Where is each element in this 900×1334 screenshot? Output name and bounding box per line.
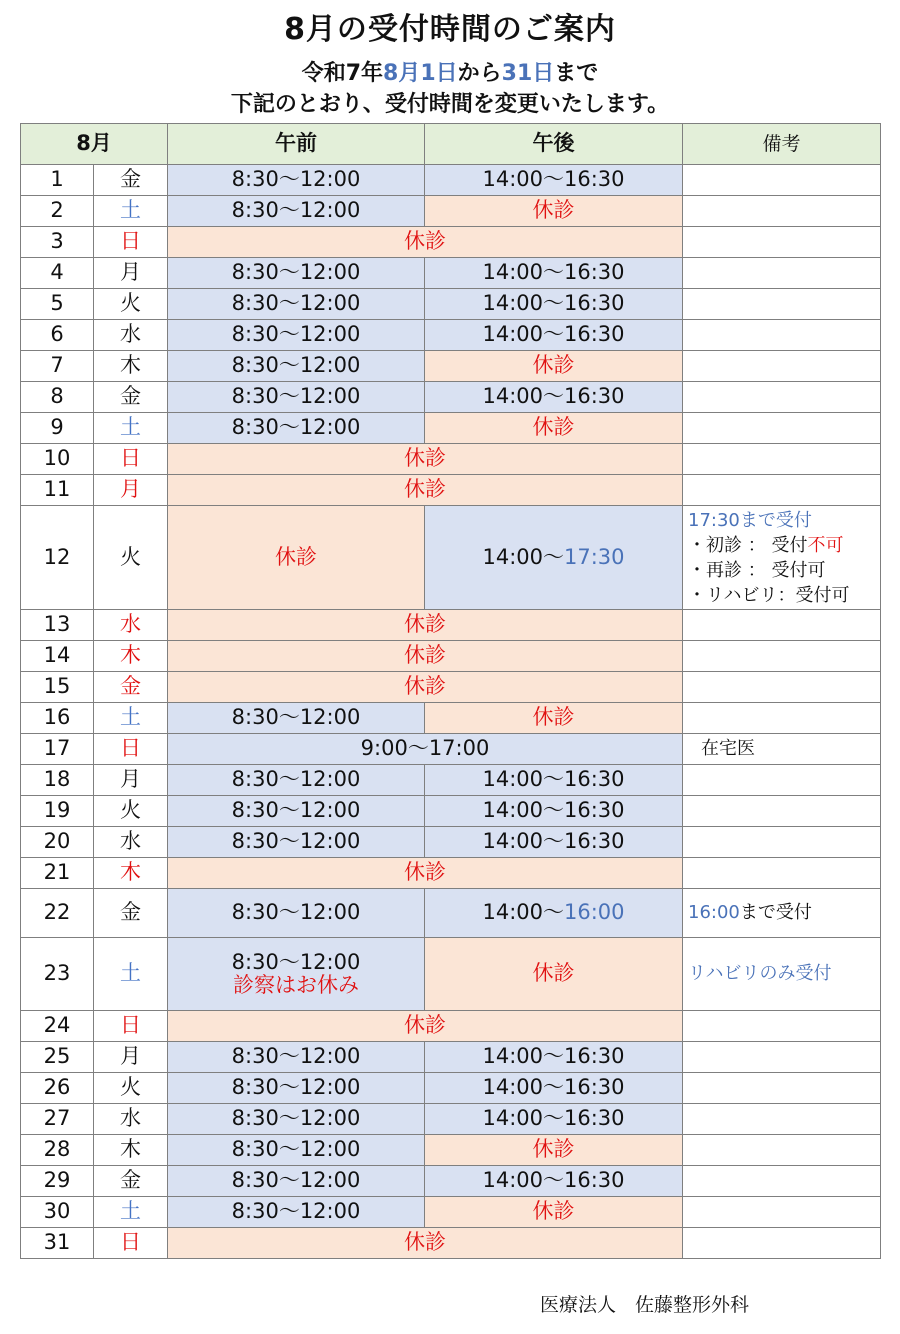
am-time: 8:30〜12:00 bbox=[231, 1168, 361, 1193]
day-number: 29 bbox=[21, 1166, 94, 1197]
table-row bbox=[21, 827, 881, 858]
am-hours bbox=[168, 351, 425, 382]
am-hours bbox=[168, 1135, 425, 1166]
closed-all-day: 休診 bbox=[168, 475, 683, 506]
table-row bbox=[21, 258, 881, 289]
table-row bbox=[21, 641, 881, 672]
note-cell bbox=[683, 610, 881, 641]
am-time: 8:30〜12:00 bbox=[231, 900, 361, 925]
am-hours bbox=[168, 703, 425, 734]
note-cell bbox=[683, 641, 881, 672]
am-subnote: 診察はお休み bbox=[233, 973, 359, 997]
day-of-week: 土 bbox=[94, 196, 168, 227]
pm-hours: 休診 bbox=[425, 703, 683, 734]
note-cell bbox=[683, 227, 881, 258]
am-hours bbox=[168, 1073, 425, 1104]
am-time: 8:30〜12:00 bbox=[231, 949, 361, 974]
pm-hours: 休診 bbox=[425, 196, 683, 227]
note-cell bbox=[683, 827, 881, 858]
am-time: 8:30〜12:00 bbox=[231, 260, 361, 285]
note-lines bbox=[688, 508, 880, 608]
day-of-week: 日 bbox=[94, 227, 168, 258]
am-time: 8:30〜12:00 bbox=[231, 415, 361, 440]
day-of-week: 火 bbox=[94, 289, 168, 320]
table-row bbox=[21, 1104, 881, 1135]
am-time: 8:30〜12:00 bbox=[231, 1199, 361, 1224]
day-number: 22 bbox=[21, 889, 94, 938]
day-number: 7 bbox=[21, 351, 94, 382]
table-row bbox=[21, 703, 881, 734]
note-line-rehab: ・リハビリ：受付可 bbox=[688, 584, 850, 606]
day-of-week: 火 bbox=[94, 506, 168, 610]
table-row bbox=[21, 444, 881, 475]
table-row bbox=[21, 413, 881, 444]
day-of-week: 木 bbox=[94, 351, 168, 382]
table-row bbox=[21, 1135, 881, 1166]
note-cell bbox=[683, 889, 881, 938]
day-number: 5 bbox=[21, 289, 94, 320]
am-hours bbox=[168, 827, 425, 858]
pm-hours bbox=[425, 506, 683, 610]
pm-time-start: 14:00〜 bbox=[482, 900, 564, 925]
day-of-week: 日 bbox=[94, 734, 168, 765]
table-row bbox=[21, 1197, 881, 1228]
day-number: 9 bbox=[21, 413, 94, 444]
day-of-week: 月 bbox=[94, 765, 168, 796]
day-number: 13 bbox=[21, 610, 94, 641]
note-time: 16:00 bbox=[688, 902, 740, 924]
day-of-week: 土 bbox=[94, 938, 168, 1011]
day-of-week: 土 bbox=[94, 413, 168, 444]
pm-hours bbox=[425, 889, 683, 938]
schedule-table bbox=[20, 123, 881, 1259]
table-row bbox=[21, 1228, 881, 1259]
note-cell bbox=[683, 796, 881, 827]
note-cell bbox=[683, 1042, 881, 1073]
pm-hours: 14:00〜16:30 bbox=[425, 258, 683, 289]
note-cell bbox=[683, 444, 881, 475]
pm-hours: 14:00〜16:30 bbox=[425, 1166, 683, 1197]
note-cell bbox=[683, 1228, 881, 1259]
note-cell bbox=[683, 1011, 881, 1042]
day-number: 28 bbox=[21, 1135, 94, 1166]
day-of-week: 水 bbox=[94, 610, 168, 641]
am-hours bbox=[168, 889, 425, 938]
pm-hours: 休診 bbox=[425, 1197, 683, 1228]
am-time: 8:30〜12:00 bbox=[231, 1044, 361, 1069]
table-row bbox=[21, 289, 881, 320]
pm-hours: 14:00〜16:30 bbox=[425, 320, 683, 351]
note-text: まで受付 bbox=[739, 902, 812, 924]
am-time: 8:30〜12:00 bbox=[231, 353, 361, 378]
am-hours bbox=[168, 165, 425, 196]
header-note: 備考 bbox=[683, 124, 881, 165]
closed-all-day: 休診 bbox=[168, 672, 683, 703]
pm-hours: 14:00〜16:30 bbox=[425, 796, 683, 827]
note-cell bbox=[683, 672, 881, 703]
day-number: 6 bbox=[21, 320, 94, 351]
day-of-week: 火 bbox=[94, 796, 168, 827]
day-number: 27 bbox=[21, 1104, 94, 1135]
am-time: 8:30〜12:00 bbox=[231, 705, 361, 730]
day-number: 16 bbox=[21, 703, 94, 734]
table-row bbox=[21, 351, 881, 382]
table-row bbox=[21, 734, 881, 765]
note-cell bbox=[683, 320, 881, 351]
table-row bbox=[21, 320, 881, 351]
header-am: 午前 bbox=[168, 124, 425, 165]
am-hours bbox=[168, 938, 425, 1011]
day-of-week: 日 bbox=[94, 444, 168, 475]
am-hours bbox=[168, 413, 425, 444]
note-line-first-visit bbox=[688, 533, 880, 558]
day-of-week: 木 bbox=[94, 641, 168, 672]
day-of-week: 月 bbox=[94, 475, 168, 506]
pm-time-start: 14:00〜 bbox=[482, 544, 564, 569]
pm-hours: 14:00〜16:30 bbox=[425, 765, 683, 796]
am-hours bbox=[168, 196, 425, 227]
am-time: 8:30〜12:00 bbox=[231, 198, 361, 223]
pm-hours: 14:00〜16:30 bbox=[425, 382, 683, 413]
am-time: 8:30〜12:00 bbox=[231, 1075, 361, 1100]
closed-all-day: 休診 bbox=[168, 1228, 683, 1259]
note-cell bbox=[683, 858, 881, 889]
day-number: 24 bbox=[21, 1011, 94, 1042]
pm-hours: 14:00〜16:30 bbox=[425, 1104, 683, 1135]
pm-hours: 休診 bbox=[425, 413, 683, 444]
open-all-day: 9:00〜17:00 bbox=[168, 734, 683, 765]
note-cell bbox=[683, 765, 881, 796]
day-number: 30 bbox=[21, 1197, 94, 1228]
pm-hours: 休診 bbox=[425, 938, 683, 1011]
day-number: 23 bbox=[21, 938, 94, 1011]
am-hours bbox=[168, 796, 425, 827]
day-number: 31 bbox=[21, 1228, 94, 1259]
day-of-week: 火 bbox=[94, 1073, 168, 1104]
am-time: 8:30〜12:00 bbox=[231, 291, 361, 316]
table-row bbox=[21, 1042, 881, 1073]
note-cell bbox=[683, 413, 881, 444]
subtitle-notice: 下記のとおり、受付時間を変更いたします。 bbox=[230, 92, 670, 117]
header-row bbox=[21, 124, 881, 165]
pm-hours: 14:00〜16:30 bbox=[425, 1073, 683, 1104]
am-time: 8:30〜12:00 bbox=[231, 1106, 361, 1131]
day-of-week: 月 bbox=[94, 1042, 168, 1073]
am-hours bbox=[168, 258, 425, 289]
day-of-week: 月 bbox=[94, 258, 168, 289]
day-of-week: 金 bbox=[94, 672, 168, 703]
header-pm: 午後 bbox=[425, 124, 683, 165]
day-number: 12 bbox=[21, 506, 94, 610]
day-of-week: 木 bbox=[94, 858, 168, 889]
day-of-week: 木 bbox=[94, 1135, 168, 1166]
subtitle-prefix: 令和7年 bbox=[301, 61, 384, 86]
day-number: 25 bbox=[21, 1042, 94, 1073]
note-cell bbox=[683, 475, 881, 506]
closed-all-day: 休診 bbox=[168, 858, 683, 889]
am-time: 8:30〜12:00 bbox=[231, 1137, 361, 1162]
day-of-week: 金 bbox=[94, 165, 168, 196]
table-row bbox=[21, 196, 881, 227]
pm-hours: 休診 bbox=[425, 1135, 683, 1166]
note-cell bbox=[683, 382, 881, 413]
subtitle-mid: から bbox=[457, 61, 502, 86]
table-row bbox=[21, 227, 881, 258]
day-number: 15 bbox=[21, 672, 94, 703]
table-row bbox=[21, 1011, 881, 1042]
day-number: 1 bbox=[21, 165, 94, 196]
day-of-week: 土 bbox=[94, 1197, 168, 1228]
note-text: リハビリのみ受付 bbox=[688, 963, 832, 985]
table-row bbox=[21, 672, 881, 703]
subtitle-period bbox=[0, 56, 900, 87]
day-number: 4 bbox=[21, 258, 94, 289]
day-number: 2 bbox=[21, 196, 94, 227]
table-row bbox=[21, 1073, 881, 1104]
day-of-week: 日 bbox=[94, 1011, 168, 1042]
note-cell bbox=[683, 196, 881, 227]
day-number: 11 bbox=[21, 475, 94, 506]
day-of-week: 金 bbox=[94, 1166, 168, 1197]
day-number: 8 bbox=[21, 382, 94, 413]
closed-all-day: 休診 bbox=[168, 641, 683, 672]
table-row bbox=[21, 858, 881, 889]
note-line-return-visit: ・再診 ： 受付可 bbox=[688, 559, 826, 581]
note-cell bbox=[683, 1166, 881, 1197]
day-number: 26 bbox=[21, 1073, 94, 1104]
pm-hours: 14:00〜16:30 bbox=[425, 165, 683, 196]
note-cell bbox=[683, 165, 881, 196]
table-row bbox=[21, 938, 881, 1011]
schedule-body bbox=[21, 165, 881, 1259]
day-of-week: 日 bbox=[94, 1228, 168, 1259]
day-number: 3 bbox=[21, 227, 94, 258]
am-hours bbox=[168, 1104, 425, 1135]
closed-all-day: 休診 bbox=[168, 227, 683, 258]
am-time: 8:30〜12:00 bbox=[231, 798, 361, 823]
day-of-week: 水 bbox=[94, 1104, 168, 1135]
table-row bbox=[21, 889, 881, 938]
closed-all-day: 休診 bbox=[168, 610, 683, 641]
table-row bbox=[21, 382, 881, 413]
pm-time-end: 17:30 bbox=[564, 544, 625, 569]
table-row bbox=[21, 765, 881, 796]
day-of-week: 金 bbox=[94, 382, 168, 413]
am-time: 8:30〜12:00 bbox=[231, 167, 361, 192]
table-row bbox=[21, 506, 881, 610]
note-cell bbox=[683, 258, 881, 289]
day-number: 17 bbox=[21, 734, 94, 765]
clinic-name: 医療法人 佐藤整形外科 bbox=[540, 1294, 750, 1316]
note-cell bbox=[683, 938, 881, 1011]
note-line-first-visit-status: 不可 bbox=[807, 534, 844, 556]
day-of-week: 金 bbox=[94, 889, 168, 938]
table-row bbox=[21, 1166, 881, 1197]
am-hours bbox=[168, 1197, 425, 1228]
header-month: 8月 bbox=[21, 124, 168, 165]
note-cell bbox=[683, 506, 881, 610]
day-number: 18 bbox=[21, 765, 94, 796]
pm-hours: 14:00〜16:30 bbox=[425, 289, 683, 320]
day-of-week: 水 bbox=[94, 320, 168, 351]
am-time: 8:30〜12:00 bbox=[231, 829, 361, 854]
note-cell bbox=[683, 734, 881, 765]
subtitle-end-date: 31日 bbox=[501, 61, 555, 86]
note-head: 17:30まで受付 bbox=[688, 509, 812, 531]
note-cell bbox=[683, 289, 881, 320]
pm-hours: 休診 bbox=[425, 351, 683, 382]
am-hours bbox=[168, 765, 425, 796]
pm-hours: 14:00〜16:30 bbox=[425, 1042, 683, 1073]
pm-time-end: 16:00 bbox=[564, 900, 625, 925]
note-cell bbox=[683, 1135, 881, 1166]
note-line-first-visit-label: ・初診 ： 受付 bbox=[688, 534, 808, 556]
note-text: 在宅医 bbox=[701, 738, 755, 760]
day-of-week: 水 bbox=[94, 827, 168, 858]
table-row bbox=[21, 610, 881, 641]
am-hours bbox=[168, 320, 425, 351]
note-cell bbox=[683, 1104, 881, 1135]
subtitle-suffix: まで bbox=[554, 61, 599, 86]
note-cell bbox=[683, 351, 881, 382]
am-time: 8:30〜12:00 bbox=[231, 322, 361, 347]
day-number: 14 bbox=[21, 641, 94, 672]
day-number: 20 bbox=[21, 827, 94, 858]
day-number: 21 bbox=[21, 858, 94, 889]
am-hours bbox=[168, 289, 425, 320]
note-cell bbox=[683, 1197, 881, 1228]
page-title: 8月の受付時間のご案内 bbox=[284, 12, 616, 47]
am-hours: 休診 bbox=[168, 506, 425, 610]
table-row bbox=[21, 796, 881, 827]
am-hours bbox=[168, 1166, 425, 1197]
closed-all-day: 休診 bbox=[168, 1011, 683, 1042]
am-hours bbox=[168, 382, 425, 413]
pm-hours: 14:00〜16:30 bbox=[425, 827, 683, 858]
table-row bbox=[21, 475, 881, 506]
closed-all-day: 休診 bbox=[168, 444, 683, 475]
note-cell bbox=[683, 1073, 881, 1104]
day-of-week: 土 bbox=[94, 703, 168, 734]
am-hours bbox=[168, 1042, 425, 1073]
am-time: 8:30〜12:00 bbox=[231, 767, 361, 792]
subtitle-start-date: 8月1日 bbox=[383, 61, 458, 86]
table-row bbox=[21, 165, 881, 196]
note-cell bbox=[683, 703, 881, 734]
am-time: 8:30〜12:00 bbox=[231, 384, 361, 409]
day-number: 19 bbox=[21, 796, 94, 827]
day-number: 10 bbox=[21, 444, 94, 475]
